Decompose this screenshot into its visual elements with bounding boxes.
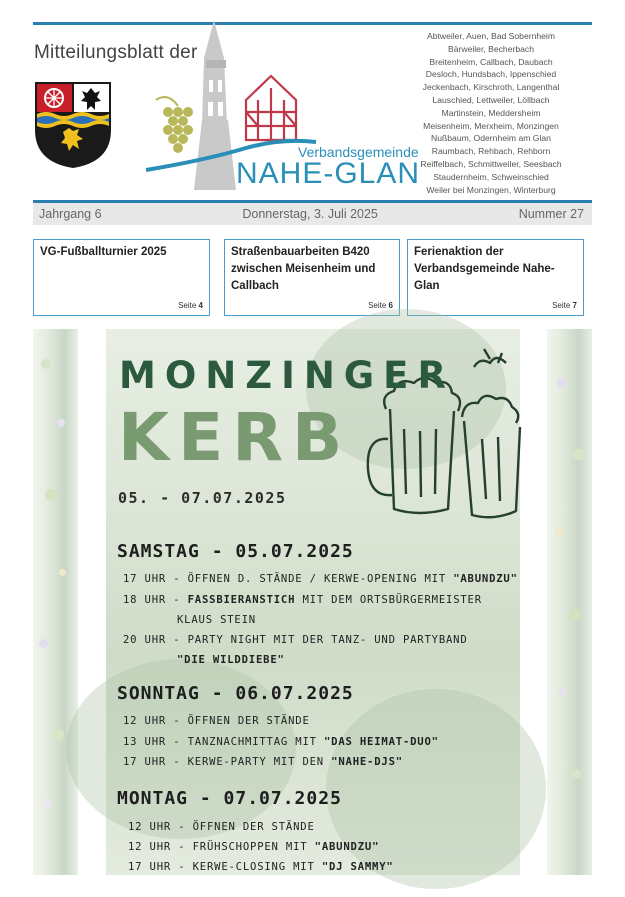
poster-date-range: 05. - 07.07.2025 — [118, 489, 287, 507]
timber-frame-house-icon — [246, 76, 296, 140]
village-line: Jeckenbach, Kirschroth, Langenthal — [422, 82, 560, 93]
day-heading-monday: MONTAG - 07.07.2025 — [117, 788, 342, 809]
village-line: Abtweiler, Auen, Bad Sobernheim — [426, 31, 556, 41]
issue-number: Nummer 27 — [518, 207, 584, 221]
village-line: Nußbaum, Odernheim am Glan — [431, 133, 551, 144]
event-line: 17 UHR - KERWE-CLOSING MIT "DJ SAMMY" — [128, 861, 394, 873]
decorative-column-left — [33, 329, 78, 875]
event-poster — [106, 329, 520, 875]
teaser-box-holiday[interactable] — [407, 239, 584, 316]
village-line: Weiler bei Monzingen, Winterburg — [426, 184, 556, 195]
event-line: KLAUS STEIN — [177, 614, 256, 626]
brand-name: NAHE-GLAN — [236, 157, 421, 190]
village-line: Raumbach, Rehbach, Rehborn — [431, 146, 551, 157]
volume-label: Jahrgang 6 — [39, 207, 102, 221]
coat-of-arms-emblem — [33, 80, 113, 170]
teaser-title: Straßenbauarbeiten B420 zwischen Meisenheim und Callbach — [231, 246, 376, 292]
village-line: Martinstein, Meddersheim — [441, 107, 541, 118]
teaser-page-ref: Seite 7 — [552, 301, 577, 310]
day-heading-saturday: SAMSTAG - 05.07.2025 — [117, 541, 354, 562]
grapes-icon — [163, 107, 193, 153]
day-heading-sunday: SONNTAG - 06.07.2025 — [117, 683, 354, 704]
event-line: 12 UHR - ÖFFNEN DER STÄNDE — [123, 715, 310, 727]
poster-title-line2: KERB — [118, 399, 352, 476]
event-line: 18 UHR - FASSBIERANSTICH MIT DEM ORTSBÜRGERMEISTER — [123, 594, 482, 606]
publication-title: Mitteilungsblatt der — [34, 42, 198, 63]
village-line: Lauschied, Lettweiler, Löllbach — [432, 94, 550, 105]
teaser-page-ref: Seite 4 — [178, 301, 203, 310]
member-villages-list — [391, 30, 591, 196]
village-line: Desloch, Hundsbach, Ippenschied — [425, 69, 557, 80]
village-line: Bärweiler, Becherbach — [448, 43, 534, 54]
village-line: Reiffelbach, Schmittweiler, Seesbach — [420, 158, 562, 169]
event-line: 17 UHR - KERWE-PARTY MIT DEN "NAHE-DJS" — [123, 756, 403, 768]
event-line: "DIE WILDDIEBE" — [177, 654, 285, 666]
teaser-title: Ferienaktion der Verbandsgemeinde Nahe-Glan — [414, 246, 555, 292]
issue-meta-bar — [33, 200, 592, 225]
event-line: 20 UHR - PARTY NIGHT MIT DER TANZ- UND PARTYBAND — [123, 634, 468, 646]
village-line: Breitenheim, Callbach, Daubach — [429, 56, 553, 67]
poster-title-line1: MONZINGER — [119, 354, 455, 397]
event-line: 13 UHR - TANZNACHMITTAG MIT "DAS HEIMAT-DUO" — [123, 736, 439, 748]
issue-date: Donnerstag, 3. Juli 2025 — [242, 207, 378, 221]
village-line: Staudernheim, Schweinschied — [433, 171, 549, 182]
teaser-box-football[interactable] — [33, 239, 210, 316]
event-line: 17 UHR - ÖFFNEN D. STÄNDE / KERWE-OPENING MIT "ABUNDZU" — [123, 573, 518, 585]
verbandsgemeinde-logo — [146, 20, 421, 190]
decorative-column-right — [547, 329, 592, 875]
teaser-page-ref: Seite 6 — [368, 301, 393, 310]
teaser-title: VG-Fußballturnier 2025 — [40, 246, 167, 258]
event-line: 12 UHR - FRÜHSCHOPPEN MIT "ABUNDZU" — [128, 841, 380, 853]
event-line: 12 UHR - ÖFFNEN DER STÄNDE — [128, 821, 315, 833]
village-line: Meisenheim, Merxheim, Monzingen — [423, 120, 559, 131]
teaser-box-roadworks[interactable] — [224, 239, 400, 316]
brand-subtitle: Verbandsgemeinde — [298, 144, 419, 160]
